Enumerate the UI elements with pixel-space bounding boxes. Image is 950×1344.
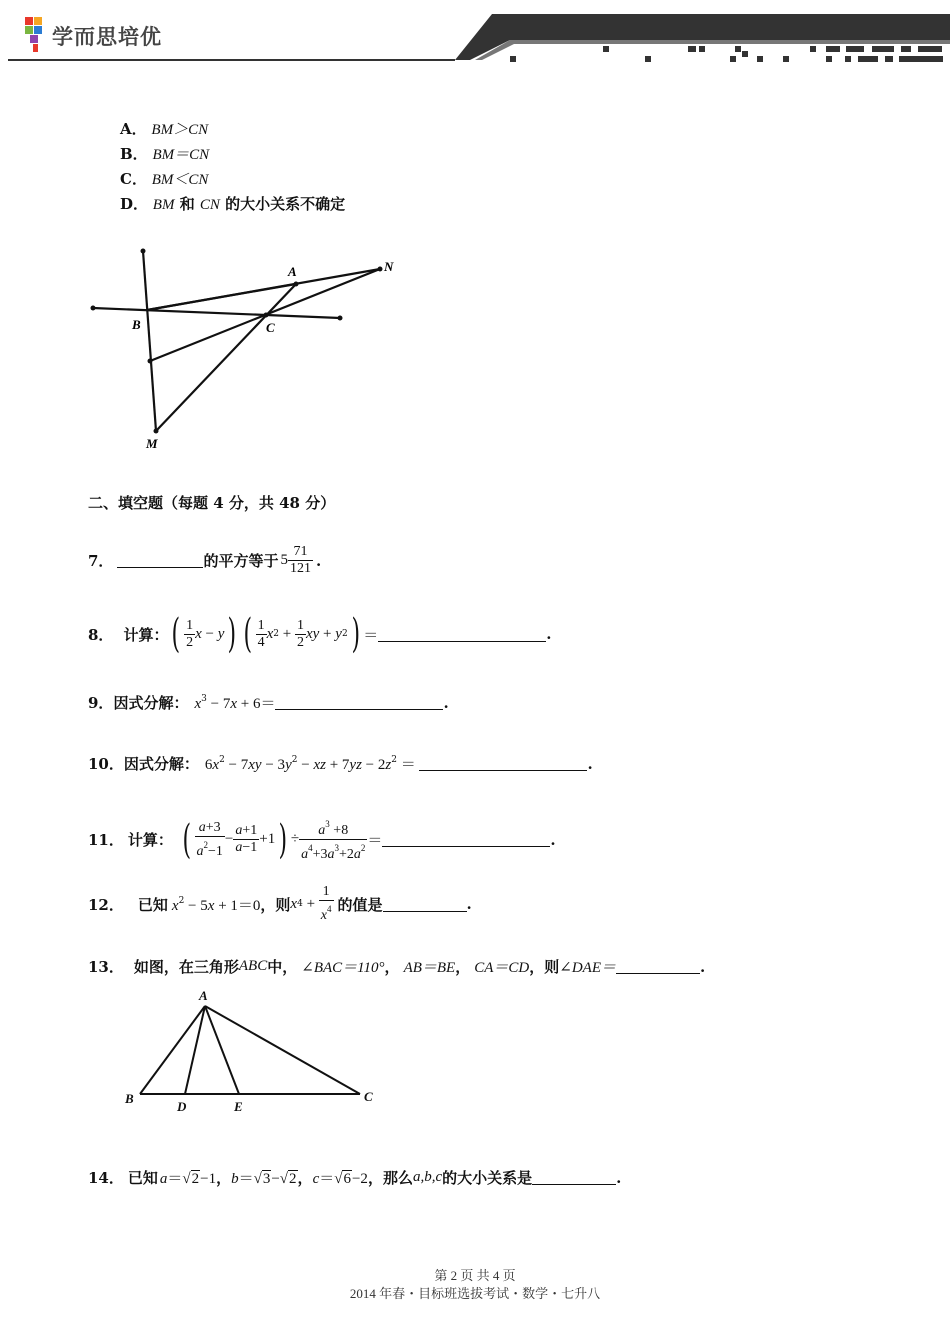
condition-c: c＝√6−2 [312, 1171, 368, 1187]
comma: ， [455, 958, 471, 976]
header-pixels [510, 46, 943, 62]
question-14: 14． 已知 a＝√2−1 ， b＝√3−√2 ， c＝√6−2 ，那么 a,b,c 的大小关系是 . [88, 1168, 622, 1187]
label-n: N [384, 259, 394, 274]
footer-info: 2014 年春・目标班选拔考试・数学・七升八 [349, 1286, 601, 1301]
label-m: M [146, 436, 158, 451]
question-7 [88, 544, 321, 577]
option-text: BM＞CN [151, 122, 209, 138]
logo-square-purple [30, 35, 38, 43]
label-d: D [177, 1099, 187, 1114]
brand-name: 学而思培优 [52, 25, 162, 49]
question-11: 11． 计算： ( $\frac{a+3}{a^2-1}$ − $\frac{a+1}{a-1}$ +1 ) ÷ $\frac{a^3 +8}{a^4+3a^3+2a^2}$ ＝ . [88, 816, 556, 863]
answer-blank[interactable] [616, 959, 700, 974]
question-text: 的平方等于 [203, 552, 279, 570]
option-letter: C． [120, 170, 147, 188]
option-letter: A． [120, 120, 147, 138]
question-text: ，那么 [367, 1169, 413, 1187]
question-text: ，则 [529, 958, 560, 976]
label-a: A [199, 988, 208, 1003]
option-text-cn: CN [199, 197, 220, 213]
answer-blank[interactable] [383, 897, 467, 912]
question-8: 8． 计算： ( $\frac{1}{2}$ x − y ) ( $\frac{1}{4}$ x 2 + $\frac{1}{2}$ xy + y 2 ) ＝ . [88, 611, 552, 657]
answer-blank[interactable] [532, 1170, 616, 1185]
option-letter: D． [120, 195, 149, 213]
triangle-name: ABC [238, 958, 268, 974]
logo-square-red [25, 17, 33, 25]
question-number: 10． [88, 755, 124, 773]
answer-blank[interactable] [378, 627, 546, 642]
question-label: 因式分解： [113, 694, 189, 712]
question-number: 11． [88, 831, 124, 849]
period: . [546, 625, 552, 643]
question-label: 计算： [127, 831, 173, 849]
question-label: 因式分解： [123, 755, 199, 773]
question-number: 12． [88, 895, 124, 914]
period: . [550, 830, 556, 849]
logo-square-green [25, 26, 33, 34]
question-label: 如图，在三角形 [133, 958, 239, 976]
fraction-numerator: 71 [288, 544, 313, 561]
answer-blank[interactable] [117, 553, 203, 568]
option-text: BM＜CN [151, 172, 209, 188]
period: . [466, 895, 472, 913]
comma: ， [384, 958, 400, 976]
period: . [700, 957, 706, 976]
length-condition-2: CA＝CD [474, 960, 530, 976]
question-number: 13． [88, 958, 124, 976]
segment-ac [205, 1006, 360, 1094]
question-number: 14． [88, 1169, 124, 1187]
asked-angle: ∠DAE＝ [559, 960, 616, 976]
question-number: 7． [88, 552, 114, 570]
option-letter: B． [120, 145, 148, 163]
question-number: 8． [88, 625, 114, 644]
mixed-fraction [288, 544, 313, 577]
line-m-a [156, 284, 296, 431]
line-b-c-extended [93, 308, 340, 318]
option-a [120, 118, 208, 139]
figure-bmcn [80, 240, 420, 455]
label-b: B [125, 1091, 134, 1106]
option-text-and: 和 [174, 195, 200, 213]
condition-b: b＝√3−√2 [231, 1171, 297, 1187]
period: . [616, 1168, 622, 1187]
mixed-whole: 5 [280, 552, 288, 568]
answer-blank[interactable] [275, 695, 443, 710]
label-b: B [132, 317, 141, 332]
condition-a: a＝√2−1 [159, 1171, 217, 1187]
period: . [315, 551, 322, 570]
option-c [120, 168, 208, 189]
header-band [455, 14, 950, 60]
option-b [120, 143, 209, 164]
segment-ae [205, 1006, 239, 1094]
period: . [443, 693, 449, 712]
question-number: 9． [88, 694, 114, 712]
length-condition-1: AB＝BE [403, 960, 456, 976]
logo-square-bottom [33, 44, 38, 52]
question-label: 已知 [137, 895, 168, 914]
option-text-bm: BM [152, 197, 175, 213]
question-9: 9． 因式分解： $x^3 - 7x + 6=$ . [88, 693, 449, 712]
question-label: 已知 [127, 1169, 158, 1187]
fraction-denominator: 121 [289, 561, 311, 576]
footer-page: 第 2 页 共 4 页 [434, 1268, 516, 1283]
label-a: A [288, 264, 297, 279]
line-b-m [143, 251, 156, 431]
question-text: 中， [267, 958, 298, 976]
option-text-tail: 的大小关系不确定 [219, 195, 346, 213]
option-text: BM＝CN [152, 147, 210, 163]
angle-condition: ∠BAC＝110° [301, 960, 385, 976]
section-title: 二、填空题（每题 4 分，共 48 分） [88, 494, 336, 512]
question-12: 12． 已知 $x^2 - 5x + 1=0$ ，则 x 4 + $\frac{1}{x^4}$ 的值是 . [88, 884, 472, 923]
logo-square-orange [34, 17, 42, 25]
label-c: C [364, 1089, 373, 1104]
variables: a,b,c [412, 1169, 443, 1185]
answer-blank[interactable] [382, 832, 550, 847]
question-13 [88, 956, 705, 977]
label-e: E [234, 1099, 243, 1114]
question-text: 的值是 [337, 895, 383, 914]
answer-blank[interactable] [419, 756, 587, 771]
figure-triangle-abc [115, 985, 395, 1120]
label-c: C [266, 320, 275, 335]
question-text: 的大小关系是 [442, 1169, 533, 1187]
option-d [120, 193, 345, 214]
period: . [587, 754, 593, 773]
logo-square-blue [34, 26, 42, 34]
question-10: 10． 因式分解： $6x^2 - 7xy - 3y^2$ − xz + $7yz - 2z^2$ ＝ . [88, 754, 593, 773]
question-text: ，则 [260, 895, 291, 914]
question-label: 计算： [123, 625, 169, 644]
